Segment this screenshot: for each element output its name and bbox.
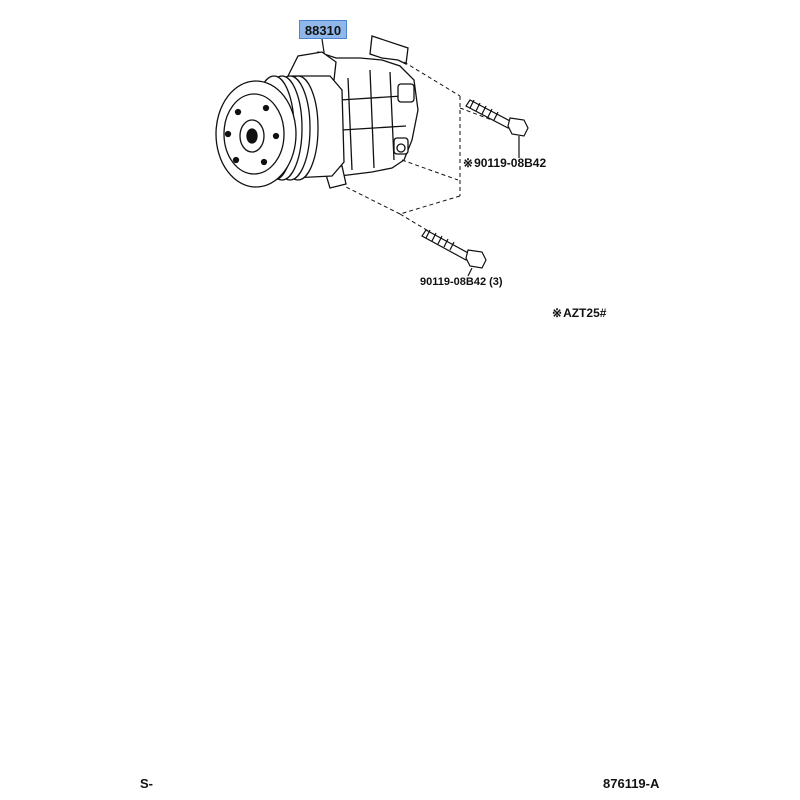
- applicability-mark: ※: [552, 306, 563, 320]
- main-part-number[interactable]: 88310: [299, 20, 347, 39]
- model-code: AZT25#: [563, 306, 607, 320]
- lower-bolt-part-number[interactable]: 90119-08B42 (3): [420, 276, 503, 288]
- upper-bolt-number: 90119-08B42: [474, 156, 547, 170]
- bolt-icon: [466, 100, 528, 158]
- applicability-note: [552, 307, 606, 319]
- footer-left-code: S-: [140, 776, 153, 791]
- upper-bolt-part-number[interactable]: [463, 157, 546, 169]
- ac-compressor-drawing: [216, 36, 418, 188]
- bolt-icon: [422, 230, 486, 276]
- illustration-number: 876119-A: [603, 776, 660, 791]
- applicability-mark: ※: [463, 156, 474, 170]
